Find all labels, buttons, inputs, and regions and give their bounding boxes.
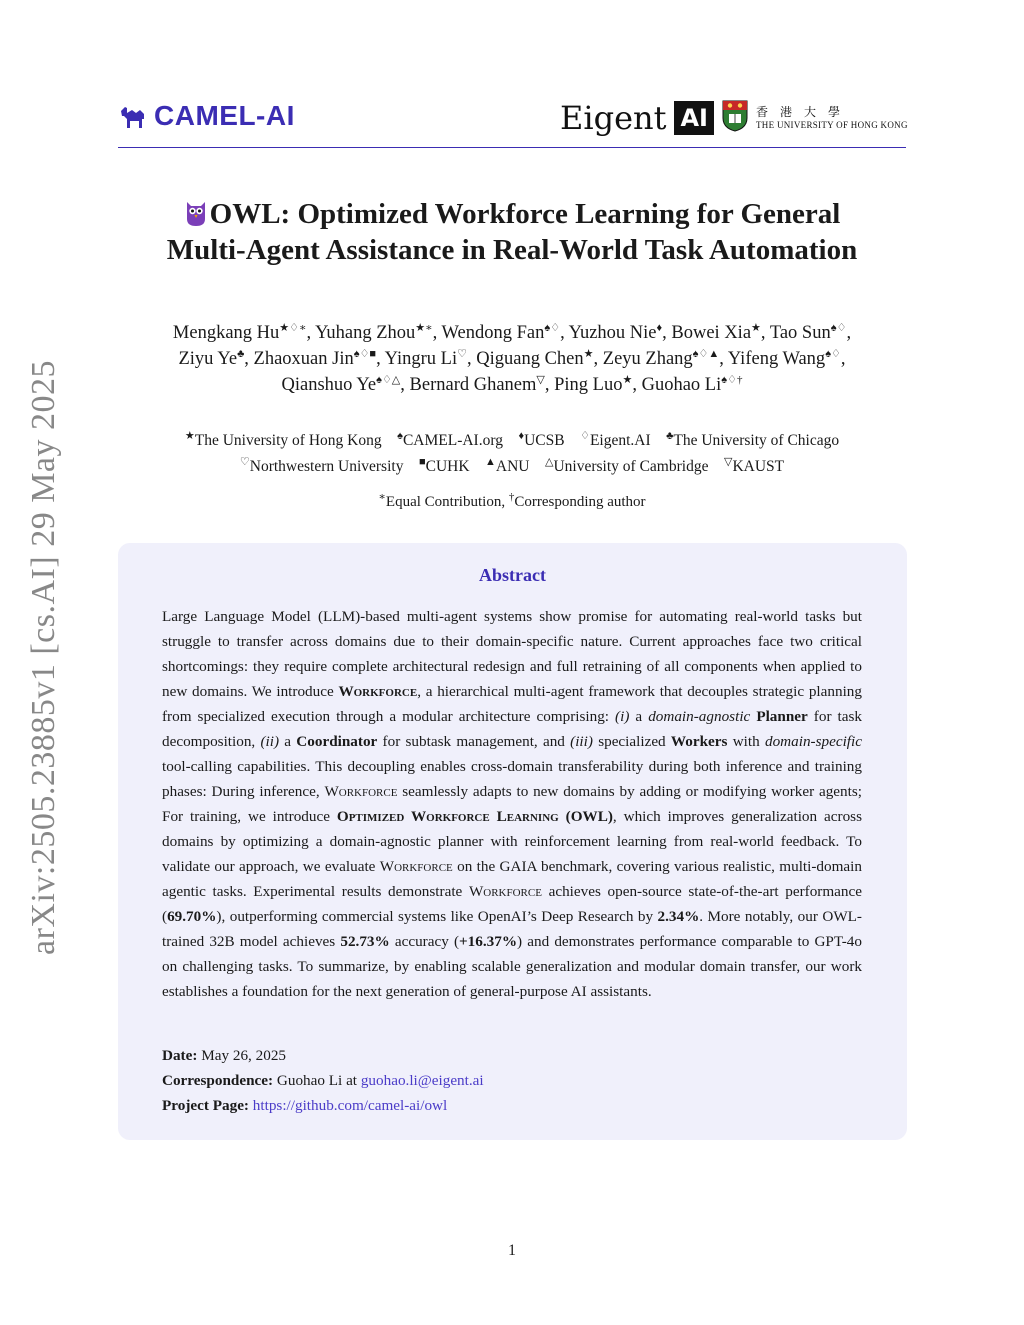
paper-title bbox=[100, 196, 924, 268]
author-marks: ♦ bbox=[656, 321, 663, 334]
affiliation-name: CUHK bbox=[425, 458, 470, 475]
workers-term: Workers bbox=[670, 733, 728, 750]
affiliation-mark: ▽ bbox=[723, 455, 733, 468]
author-marks: ▽ bbox=[536, 373, 545, 386]
author-marks: ♠♢ bbox=[544, 321, 561, 334]
hku-logo bbox=[722, 100, 908, 132]
affiliation-mark: ■ bbox=[418, 455, 426, 468]
author-marks: ♣ bbox=[237, 347, 245, 360]
planner-term: Planner bbox=[756, 708, 808, 725]
author-marks: ★ bbox=[622, 373, 633, 386]
author-name: Ziyu Ye bbox=[178, 349, 238, 369]
author-name: Qiguang Chen bbox=[476, 349, 584, 369]
hku-crest-icon bbox=[722, 100, 748, 132]
correspondence-label: Correspondence: bbox=[162, 1072, 274, 1089]
author-marks: ★ bbox=[583, 347, 594, 360]
owl-icon bbox=[184, 199, 208, 227]
email-link[interactable]: guohao.li@eigent.ai bbox=[360, 1072, 484, 1089]
author-marks: ♠♢■ bbox=[353, 347, 377, 360]
corresponding-mark: † bbox=[508, 491, 515, 503]
author-marks: ♠♢ bbox=[830, 321, 847, 334]
coordinator-term: Coordinator bbox=[296, 733, 378, 750]
hku-english-name: THE UNIVERSITY OF HONG KONG bbox=[756, 119, 908, 130]
author-name: Tao Sun bbox=[769, 323, 831, 343]
author-marks: ★ bbox=[751, 321, 761, 334]
author-name: Zeyu Zhang bbox=[602, 349, 693, 369]
affiliation-mark: ♡ bbox=[239, 455, 250, 468]
affiliation-mark: ♣ bbox=[666, 429, 674, 442]
eigent-ai-box: AI bbox=[674, 101, 714, 135]
arxiv-side-stamp: arXiv:2505.23885v1 [cs.AI] 29 May 2025 bbox=[25, 359, 62, 955]
correspondence-name: Guohao Li at bbox=[276, 1072, 358, 1089]
author-marks: ♠♢△ bbox=[376, 373, 401, 386]
project-page-label: Project Page: bbox=[162, 1097, 249, 1114]
correspondence-row bbox=[162, 1068, 862, 1093]
author-name: Wendong Fan bbox=[441, 323, 545, 343]
affiliation-name: CAMEL-AI.org bbox=[402, 432, 503, 449]
affiliation-name: The University of Hong Kong bbox=[194, 432, 382, 449]
author-marks: ♠♢ bbox=[825, 347, 841, 360]
eigent-logo-text: Eigent bbox=[560, 99, 667, 137]
page-number: 1 bbox=[508, 1242, 516, 1259]
affiliation-mark: △ bbox=[545, 455, 554, 468]
project-page-link[interactable]: https://github.com/camel-ai/owl bbox=[252, 1097, 448, 1114]
author-name: Qianshuo Ye bbox=[281, 375, 377, 395]
author-name: Yifeng Wang bbox=[727, 349, 826, 369]
author-name: Ping Luo bbox=[554, 375, 623, 395]
score-value: 69.70% bbox=[167, 908, 217, 925]
author-name: Yuzhou Nie bbox=[568, 323, 657, 343]
date-row bbox=[162, 1043, 862, 1068]
date-value: May 26, 2025 bbox=[201, 1047, 287, 1064]
workforce-term: Workforce bbox=[468, 883, 542, 900]
workforce-term: Workforce bbox=[324, 783, 398, 800]
abstract-text: Large Language Model (LLM)-based multi-agent systems show promise for automating real-world tasks but struggle to transfer across domains due to their domain-specific nature. Current approaches face two critical shortcomings: they require complete architectural redesign and full retraining of all components when applied to new domains. We introduce Workforce, a hierarchical multi-agent framework that decouples strategic planning from specialized execution through a modular architecture comprising: (i) a domain-agnostic Planner for task decomposition, (ii) a Coordinator for subtask management, and (iii) specialized Workers with domain-specific tool-calling capabilities. This decoupling enables cross-domain transferability during both inference and training phases: During inference, Workforce seamlessly adapts to new domains by adding or modifying worker agents; For training, we introduce Optimized Workforce Learning (OWL), which improves generalization across domains by optimizing a domain-agnostic planner with reinforcement learning from real-world feedback. To validate our approach, we evaluate Workforce on the GAIA benchmark, covering various realistic, multi-domain agentic tasks. Experimental results demonstrate Workforce achieves open-source state-of-the-art performance (69.70%), outperforming commercial systems like OpenAI’s Deep Research by 2.34%. More notably, our OWL-trained 32B model achieves 52.73% accuracy (+16.37%) and demonstrates performance comparable to GPT-4o on challenging tasks. To summarize, by enabling scalable generalization and modular domain transfer, our work establishes a foundation for the next generation of general-purpose AI assistants. bbox=[162, 608, 863, 1000]
author-marks: ♠♢† bbox=[721, 373, 743, 386]
project-page-row bbox=[162, 1093, 862, 1118]
affiliation-mark: ▲ bbox=[485, 455, 496, 468]
camel-ai-logo bbox=[118, 98, 295, 134]
owl-term: Optimized Workforce Learning (OWL) bbox=[336, 808, 613, 825]
affiliation-name: Eigent.AI bbox=[589, 432, 651, 449]
camel-icon bbox=[118, 101, 148, 131]
affiliation-name: KAUST bbox=[732, 458, 785, 475]
author-name: Zhaoxuan Jin bbox=[253, 349, 354, 369]
affiliation-list bbox=[100, 428, 924, 480]
header-divider bbox=[118, 147, 906, 148]
affiliation-name: UCSB bbox=[524, 432, 565, 449]
affiliation-mark: ♦ bbox=[518, 429, 525, 442]
author-name: Bernard Ghanem bbox=[409, 375, 537, 395]
contribution-note bbox=[100, 491, 924, 511]
author-name: Guohao Li bbox=[641, 375, 722, 395]
affiliation-mark: ♠ bbox=[397, 429, 403, 442]
equal-mark: ∗ bbox=[378, 491, 386, 503]
author-marks: ★∗ bbox=[415, 321, 433, 334]
author-name: Yingru Li bbox=[384, 349, 458, 369]
date-label: Date: bbox=[162, 1047, 198, 1064]
affiliation-name: Northwestern University bbox=[249, 458, 404, 475]
title-line-1: OWL: Optimized Workforce Learning for General bbox=[209, 198, 841, 230]
author-marks: ♡ bbox=[457, 347, 467, 360]
affiliation-name: University of Cambridge bbox=[553, 458, 709, 475]
eigent-ai-logo bbox=[560, 98, 714, 138]
score-value: 2.34% bbox=[657, 908, 700, 925]
camel-ai-logo-text: CAMEL-AI bbox=[154, 100, 295, 131]
affiliation-name: The University of Chicago bbox=[673, 432, 840, 449]
workforce-term: Workforce bbox=[338, 683, 418, 700]
hku-chinese-name: 香港大學 bbox=[756, 104, 853, 119]
author-marks: ★♢∗ bbox=[279, 321, 307, 334]
corresponding-author-text: Corresponding author bbox=[514, 494, 646, 510]
author-list: Mengkang Hu★♢∗, Yuhang Zhou★∗, Wendong Fan♠♢, Yuzhou Nie♦, Bowei Xia★, Tao Sun♠♢, Ziyu Ye♣, Zhaoxuan Jin♠♢■, Yingru Li♡, Qiguang Chen★, Zeyu Zhang♠♢▲, Yifeng Wang♠♢, Qianshuo Ye♠♢△, Bernard Ghanem▽, Ping Luo★, Guohao Li♠♢† bbox=[172, 321, 852, 395]
author-marks: ♠♢▲ bbox=[692, 347, 720, 360]
abstract-heading: Abstract bbox=[479, 565, 546, 585]
author-name: Yuhang Zhou bbox=[315, 323, 416, 343]
affiliation-mark: ♢ bbox=[580, 429, 590, 442]
score-value: +16.37% bbox=[459, 933, 518, 950]
equal-contribution-text: Equal Contribution, bbox=[385, 494, 506, 510]
author-name: Bowei Xia bbox=[671, 323, 752, 343]
affiliation-name: ANU bbox=[495, 458, 530, 475]
score-value: 52.73% bbox=[340, 933, 390, 950]
affiliation-mark: ★ bbox=[184, 429, 195, 442]
paper-meta bbox=[162, 1043, 862, 1118]
author-name: Mengkang Hu bbox=[172, 323, 280, 343]
title-line-2: Multi-Agent Assistance in Real-World Task Automation bbox=[166, 234, 858, 266]
workforce-term: Workforce bbox=[379, 858, 453, 875]
